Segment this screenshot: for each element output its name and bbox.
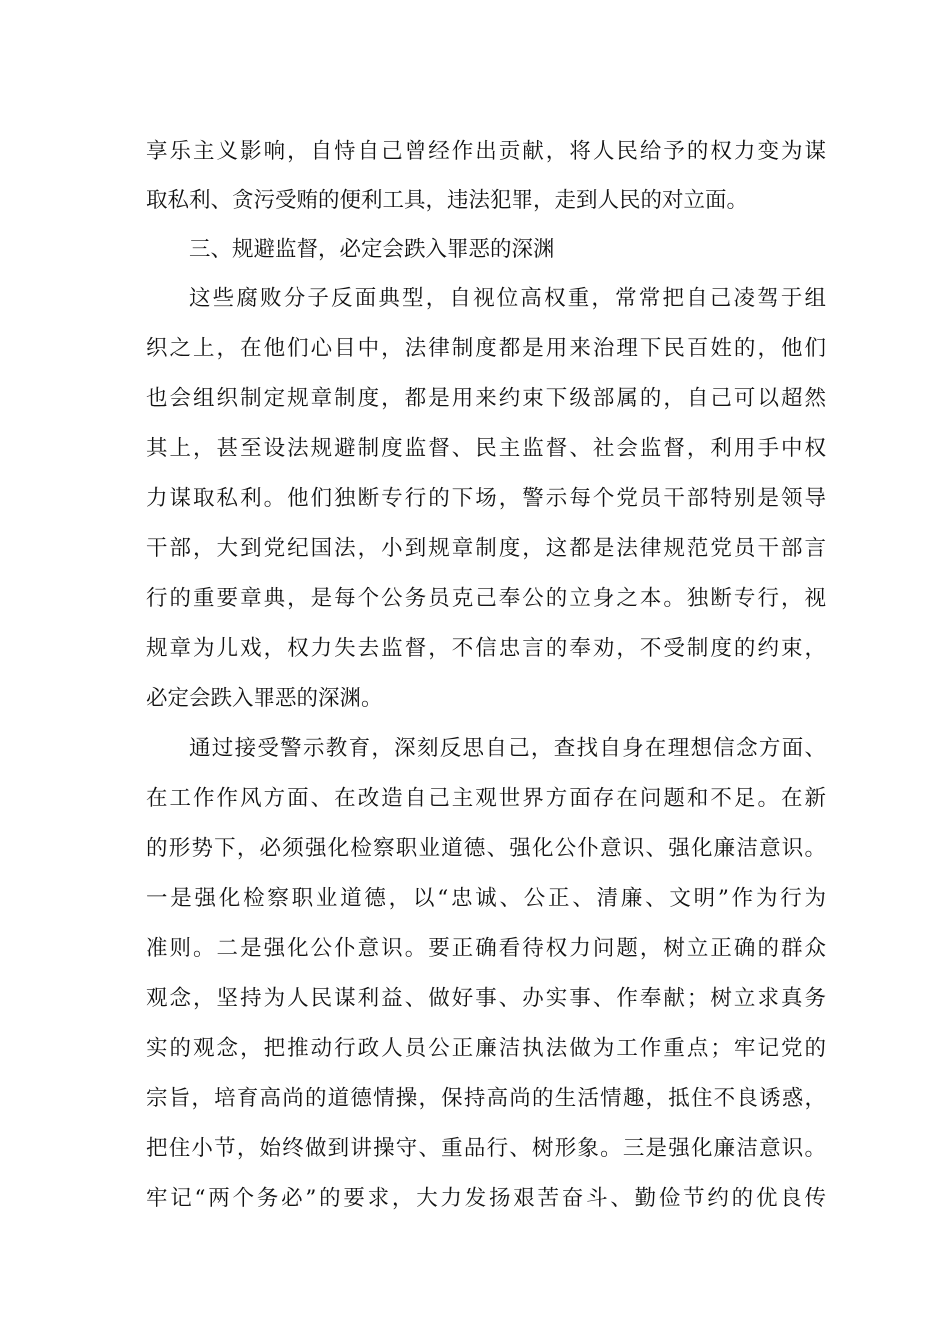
text-line: 牢记“两个务必”的要求，大力发扬艰苦奋斗、勤俭节约的优良传 [146,1186,826,1211]
text-line: 把住小节，始终做到讲操守、重品行、树形象。三是强化廉洁意识。 [146,1136,826,1161]
text-line: 观念，坚持为人民谋利益、做好事、办实事、作奉献；树立求真务 [146,986,826,1011]
text-line: 在工作作风方面、在改造自己主观世界方面存在问题和不足。在新 [146,786,826,811]
text-line: 织之上，在他们心目中，法律制度都是用来治理下民百姓的，他们 [146,336,826,361]
text-line: 规章为儿戏，权力失去监督，不信忠言的奉劝，不受制度的约束， [146,636,826,661]
text-line: 享乐主义影响，自恃自己曾经作出贡献，将人民给予的权力变为谋 [146,139,826,164]
text-line: 一是强化检察职业道德，以“忠诚、公正、清廉、文明”作为行为 [146,886,826,911]
section-heading: 三、规避监督，必定会跌入罪恶的深渊 [189,237,555,262]
text-line: 的形势下，必须强化检察职业道德、强化公仆意识、强化廉洁意识。 [146,836,826,861]
text-line: 行的重要章典，是每个公务员克己奉公的立身之本。独断专行，视 [146,586,826,611]
text-line: 实的观念，把推动行政人员公正廉洁执法做为工作重点；牢记党的 [146,1036,826,1061]
text-line: 取私利、贪污受贿的便利工具，违法犯罪，走到人民的对立面。 [146,188,749,213]
text-line: 宗旨，培育高尚的道德情操，保持高尚的生活情趣，抵住不良诱惑， [146,1086,826,1111]
text-line: 力谋取私利。他们独断专行的下场，警示每个党员干部特别是领导 [146,486,826,511]
text-line: 这些腐败分子反面典型，自视位高权重，常常把自己凌驾于组 [189,286,826,311]
text-line: 干部，大到党纪国法，小到规章制度，这都是法律规范党员干部言 [146,536,826,561]
text-line: 通过接受警示教育，深刻反思自己，查找自身在理想信念方面、 [189,736,826,761]
text-line: 必定会跌入罪恶的深渊。 [146,686,383,711]
text-line: 其上，甚至设法规避制度监督、民主监督、社会监督，利用手中权 [146,436,826,461]
text-line: 准则。二是强化公仆意识。要正确看待权力问题，树立正确的群众 [146,936,826,961]
text-line: 也会组织制定规章制度，都是用来约束下级部属的，自己可以超然 [146,386,826,411]
